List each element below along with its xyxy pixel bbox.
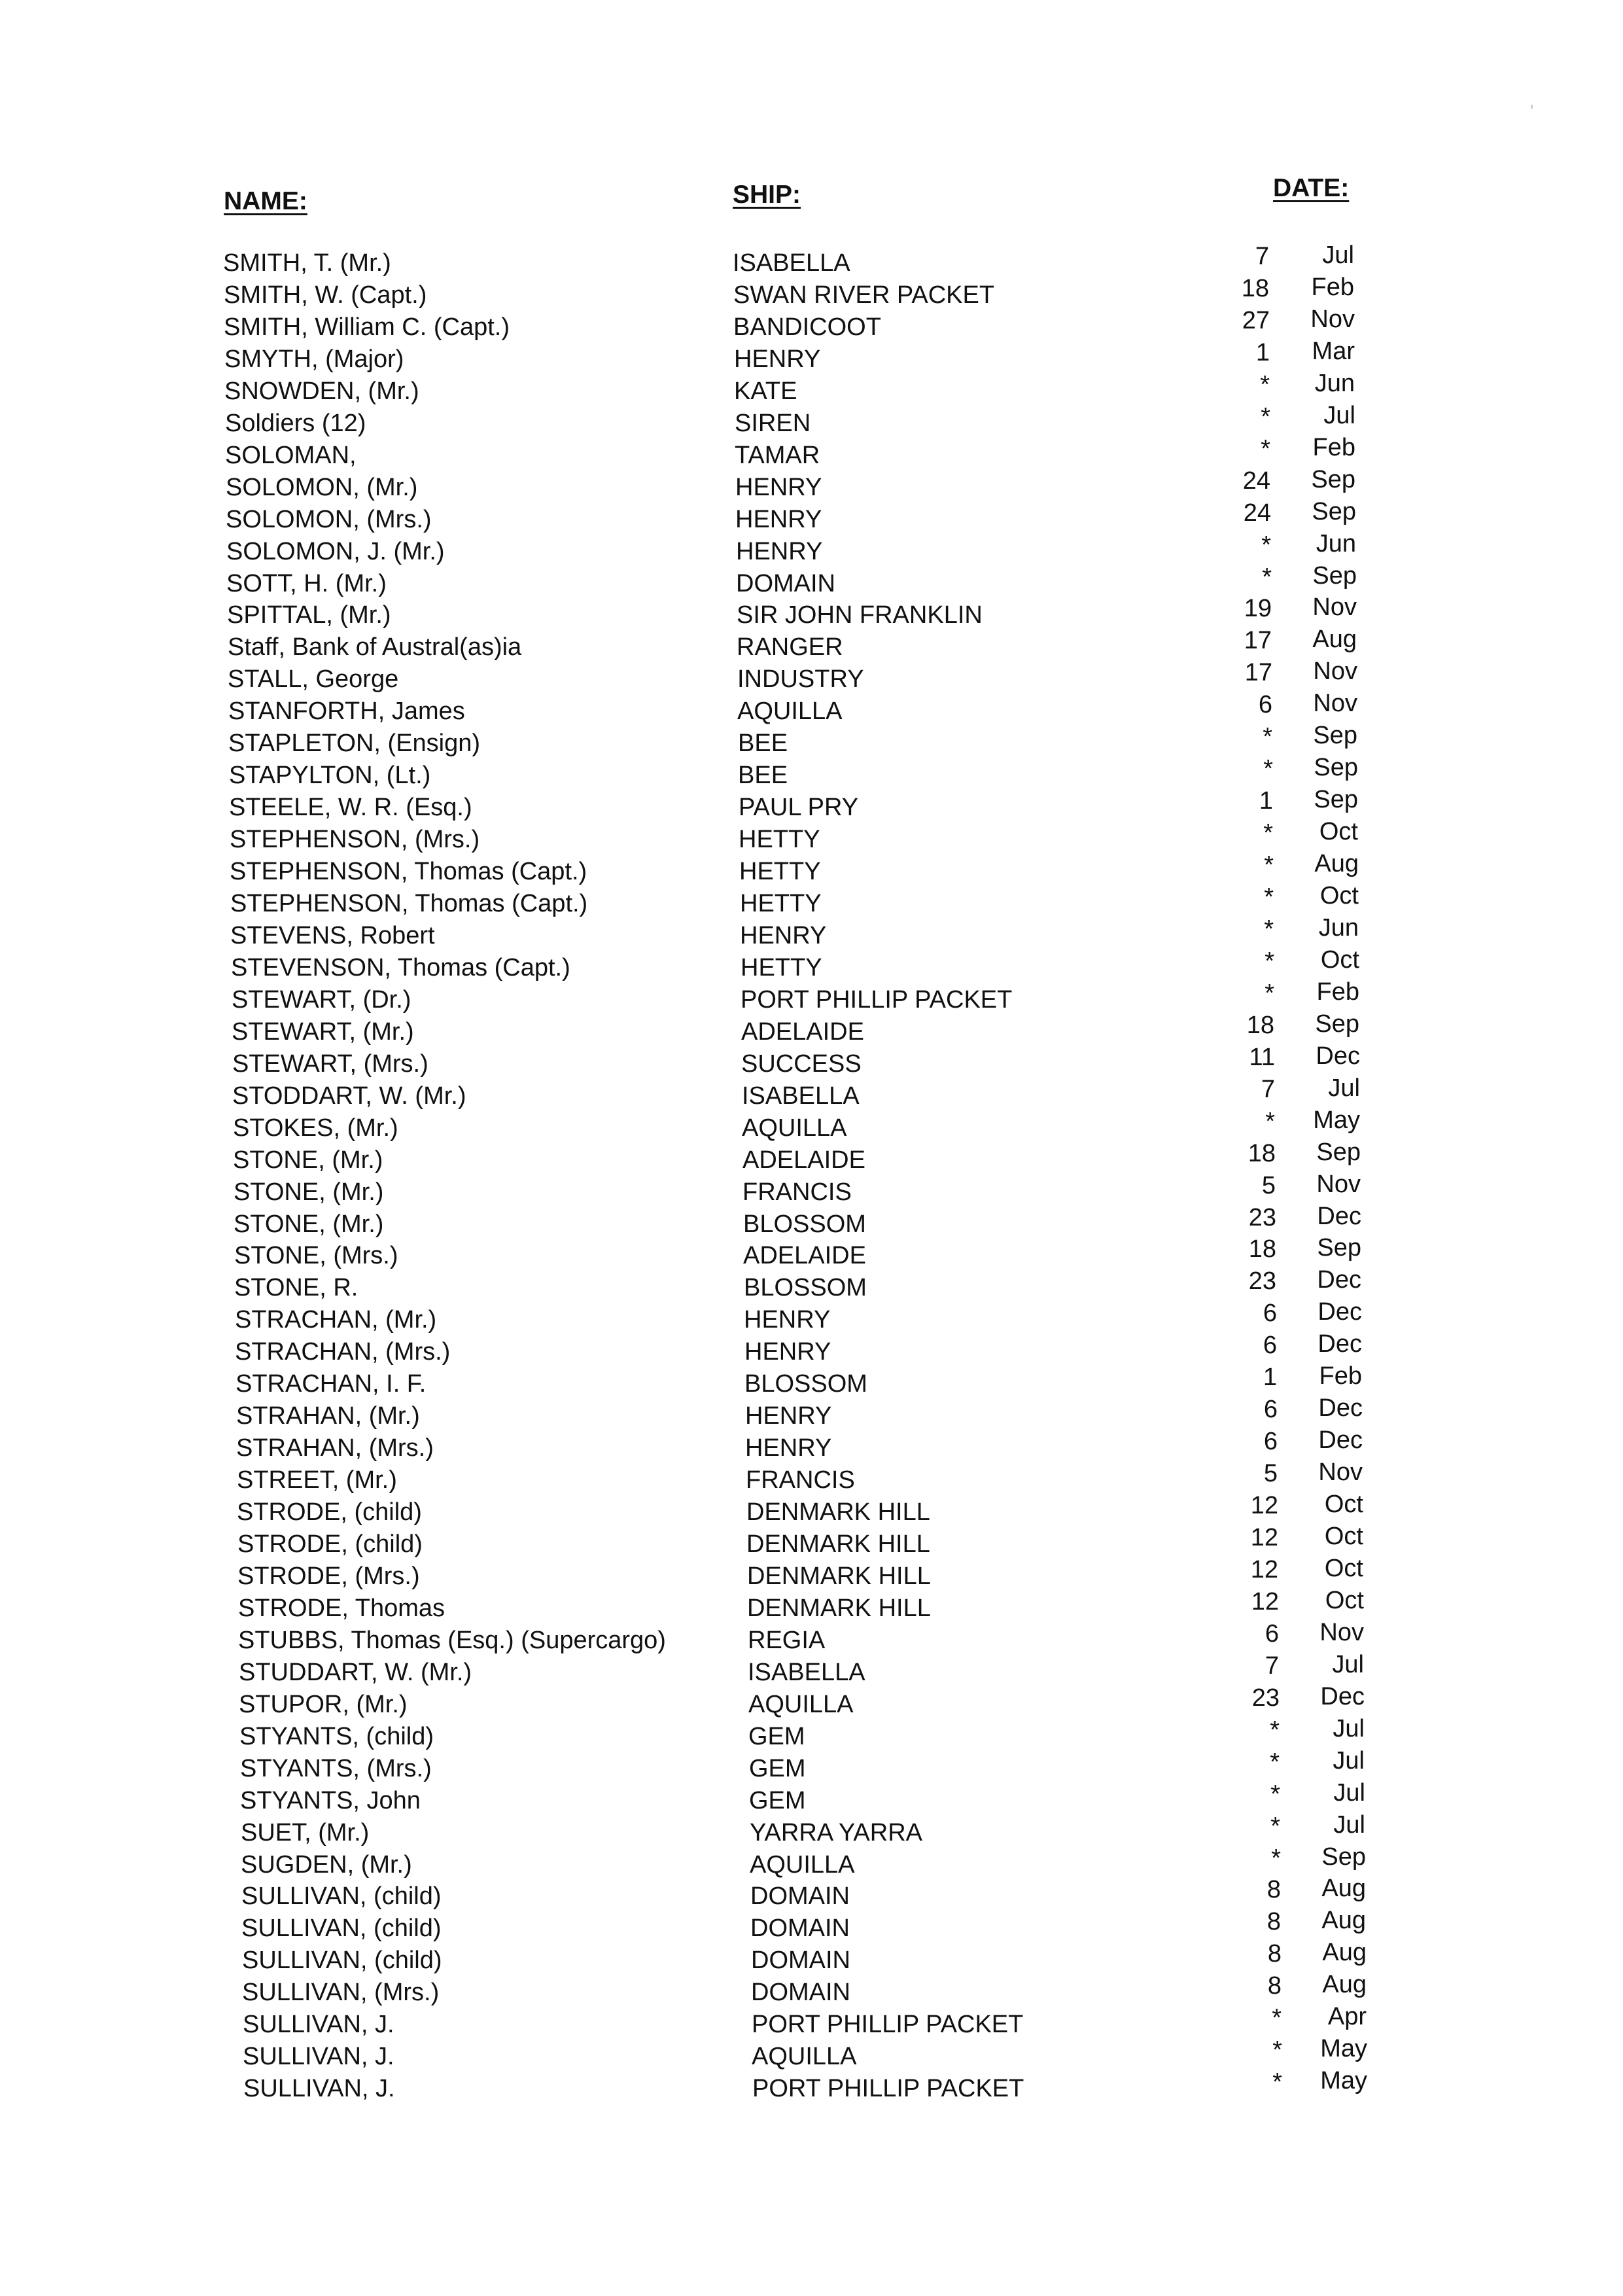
ship-name: GEM [748,1723,805,1750]
table-row [0,434,1623,472]
passenger-name: SOLOMAN, [225,442,357,469]
arrival-day: 17 [1244,659,1272,686]
passenger-name: STRACHAN, (Mrs.) [235,1338,451,1366]
passenger-name: SULLIVAN, (child) [242,1947,442,1974]
arrival-day: * [1270,1748,1280,1776]
ship-name: RANGER [737,633,843,661]
arrival-day: 7 [1255,243,1269,270]
passenger-name: SULLIVAN, (child) [241,1882,442,1910]
arrival-month: Oct [1324,1523,1363,1550]
table-row [0,1394,1623,1432]
arrival-month: Feb [1319,1362,1362,1390]
table-row [0,690,1623,728]
table-row [0,1266,1623,1304]
ship-name: BANDICOOT [733,313,881,341]
ship-name: AQUILLA [742,1114,847,1142]
table-row [0,1139,1623,1176]
table-row [0,241,1623,279]
table-row [0,2003,1623,2041]
scan-speck [1531,105,1533,109]
table-row [0,1779,1623,1817]
passenger-name: STREET, (Mr.) [237,1466,397,1494]
arrival-month: Jul [1333,1747,1365,1775]
passenger-name: STEPHENSON, (Mrs.) [230,826,480,853]
passenger-name: STUBBS, Thomas (Esq.) (Supercargo) [238,1627,666,1654]
arrival-month: May [1320,2067,1367,2094]
table-row [0,2067,1623,2105]
arrival-month: Jun [1314,370,1355,397]
passenger-name: STONE, (Mrs.) [234,1242,398,1269]
ship-name: ADELAIDE [742,1146,865,1174]
arrival-day: 1 [1263,1364,1277,1391]
date-column-header: DATE: [1273,174,1350,202]
arrival-day: 23 [1248,1267,1276,1295]
table-row [0,1362,1623,1400]
table-row [0,1523,1623,1561]
arrival-month: Sep [1321,1843,1366,1871]
table-row [0,1907,1623,1945]
ship-name: ADELAIDE [743,1242,866,1269]
ship-name: DOMAIN [751,1979,850,2006]
arrival-month: Jul [1333,1715,1365,1742]
arrival-month: Nov [1313,658,1357,685]
passenger-name: STRAHAN, (Mrs.) [236,1434,434,1462]
arrival-month: May [1313,1106,1360,1134]
passenger-name: STRODE, (child) [237,1498,422,1526]
table-row [0,914,1623,952]
ship-name: HETTY [739,858,821,885]
arrival-day: * [1262,563,1272,591]
ship-name: TAMAR [735,442,820,469]
arrival-month: Sep [1315,1010,1359,1038]
passenger-name: STRODE, (Mrs.) [237,1563,420,1590]
arrival-month: Jun [1318,914,1359,942]
arrival-month: Oct [1324,1555,1363,1582]
table-row [0,2035,1623,2073]
arrival-month: Oct [1319,882,1359,910]
arrival-month: Oct [1325,1587,1364,1614]
table-row [0,562,1623,600]
passenger-name: SMYTH, (Major) [224,345,404,373]
arrival-month: Oct [1319,818,1358,845]
arrival-month: Sep [1316,1139,1361,1166]
arrival-day: * [1261,403,1270,431]
arrival-month: Aug [1321,1875,1366,1902]
arrival-month: Feb [1316,978,1359,1006]
ship-name: HENRY [744,1338,831,1366]
table-row [0,850,1623,888]
arrival-day: * [1270,1780,1280,1808]
passenger-name: STRODE, Thomas [238,1595,445,1622]
table-row [0,1426,1623,1464]
ship-name: BEE [738,762,788,789]
arrival-day: 6 [1258,691,1272,718]
ship-name: PAUL PRY [739,794,859,821]
ship-name: DOMAIN [750,1915,850,1942]
arrival-month: Sep [1312,562,1357,590]
passenger-name: STOKES, (Mr.) [233,1114,398,1142]
table-row [0,530,1623,568]
table-row [0,498,1623,536]
table-row [0,946,1623,984]
arrival-month: Sep [1314,754,1358,781]
ship-column-header: SHIP: [733,181,801,209]
arrival-day: * [1263,819,1273,847]
passenger-name: STODDART, W. (Mr.) [232,1082,466,1110]
passenger-name: SULLIVAN, J. [243,2011,394,2038]
passenger-name: STEELE, W. R. (Esq.) [229,794,472,821]
passenger-name: SULLIVAN, J. [243,2075,395,2102]
arrival-day: 24 [1243,499,1271,527]
arrival-day: 7 [1261,1076,1275,1103]
arrival-month: Jun [1316,530,1356,557]
arrival-month: Sep [1311,466,1355,493]
arrival-month: Sep [1317,1234,1361,1262]
ship-name: HETTY [740,890,822,917]
ship-name: PORT PHILLIP PACKET [741,986,1013,1014]
ship-name: AQUILLA [737,698,843,725]
table-row [0,1106,1623,1144]
passenger-name: SULLIVAN, (child) [241,1915,442,1942]
table-row [0,466,1623,504]
arrival-month: Sep [1312,498,1356,525]
arrival-day: 5 [1263,1460,1278,1487]
ship-name: BLOSSOM [744,1274,867,1301]
table-row [0,1234,1623,1272]
arrival-day: 17 [1244,627,1272,654]
arrival-month: Apr [1327,2003,1367,2030]
arrival-month: Aug [1314,850,1359,877]
ship-name: DOMAIN [750,1882,850,1910]
arrival-month: Dec [1320,1683,1365,1710]
arrival-month: Feb [1312,434,1355,461]
table-row [0,1619,1623,1657]
passenger-name: SUGDEN, (Mr.) [241,1851,412,1879]
arrival-month: Dec [1316,1042,1360,1070]
ship-name: REGIA [748,1627,826,1654]
arrival-day: 11 [1249,1044,1275,1071]
ship-name: AQUILLA [748,1691,854,1718]
table-row [0,1971,1623,2009]
table-row [0,818,1623,856]
table-row [0,1330,1623,1368]
arrival-day: 6 [1263,1428,1278,1455]
ship-name: SUCCESS [741,1050,862,1078]
passenger-name: STYANTS, (child) [239,1723,434,1750]
passenger-name: SOLOMON, J. (Mr.) [226,538,445,565]
passenger-name: STEWART, (Mrs.) [232,1050,428,1078]
arrival-day: * [1265,1108,1275,1135]
ship-name: PORT PHILLIP PACKET [752,2011,1024,2038]
passenger-name: STALL, George [228,665,399,693]
ship-name: HENRY [745,1402,832,1430]
arrival-month: Jul [1333,1779,1365,1807]
passenger-name: STEWART, (Mr.) [232,1018,414,1046]
table-row [0,722,1623,760]
table-row [0,338,1623,376]
table-row [0,754,1623,792]
passenger-name: SMITH, William C. (Capt.) [224,313,510,341]
arrival-day: 18 [1248,1140,1276,1167]
table-row [0,1747,1623,1785]
table-row [0,1010,1623,1048]
arrival-day: 18 [1241,275,1269,302]
ship-name: ISABELLA [742,1082,860,1110]
table-row [0,626,1623,663]
arrival-day: 23 [1248,1204,1276,1231]
ship-name: ISABELLA [733,249,850,277]
ship-name: SIR JOHN FRANKLIN [737,601,983,629]
table-row [0,1715,1623,1753]
arrival-month: Jul [1332,1651,1364,1678]
arrival-month: Mar [1312,338,1355,365]
table-row [0,1875,1623,1913]
arrival-day: * [1264,883,1274,911]
table-row [0,306,1623,344]
arrival-day: 6 [1263,1332,1277,1359]
ship-name: HENRY [744,1306,831,1333]
table-row [0,1458,1623,1496]
arrival-month: Jul [1333,1811,1365,1839]
ship-name: HENRY [740,922,827,949]
arrival-day: * [1270,1812,1280,1840]
table-row [0,370,1623,408]
ship-name: ISABELLA [748,1659,865,1686]
arrival-day: 27 [1242,307,1270,334]
passenger-name: STEPHENSON, Thomas (Capt.) [230,858,587,885]
arrival-day: 12 [1251,1588,1279,1616]
passenger-name: SMITH, W. (Capt.) [224,281,427,309]
ship-name: YARRA YARRA [750,1819,922,1846]
arrival-day: 5 [1261,1172,1276,1199]
arrival-month: Feb [1311,274,1354,301]
passenger-name: SMITH, T. (Mr.) [223,249,391,277]
ship-name: BEE [738,730,788,757]
ship-name: INDUSTRY [737,665,864,693]
arrival-day: 8 [1266,1876,1281,1903]
arrival-month: Nov [1310,306,1355,333]
table-row [0,1298,1623,1336]
ship-name: BLOSSOM [744,1370,867,1398]
passenger-name: Soldiers (12) [225,410,366,437]
arrival-month: Nov [1312,593,1357,621]
arrival-month: Nov [1318,1458,1363,1486]
arrival-day: 1 [1255,339,1270,366]
ship-name: ADELAIDE [741,1018,864,1046]
arrival-day: 1 [1259,787,1273,815]
passenger-name: SULLIVAN, (Mrs.) [242,1979,440,2006]
arrival-day: * [1261,435,1270,463]
passenger-name: STONE, R. [234,1274,358,1301]
arrival-month: May [1320,2035,1367,2062]
table-row [0,1811,1623,1849]
arrival-month: Sep [1314,786,1358,813]
ship-name: HENRY [734,345,821,373]
passenger-name: STAPYLTON, (Lt.) [229,762,431,789]
arrival-month: Aug [1312,626,1357,653]
table-row [0,1491,1623,1528]
passenger-name: STANFORTH, James [228,698,465,725]
arrival-day: * [1263,723,1272,751]
ship-name: HENRY [745,1434,832,1462]
arrival-month: Dec [1318,1394,1363,1422]
table-row [0,1939,1623,1977]
table-row [0,1843,1623,1881]
passenger-name: STRAHAN, (Mr.) [236,1402,420,1430]
arrival-day: 7 [1265,1652,1279,1680]
ship-name: DOMAIN [736,570,835,597]
arrival-day: 8 [1267,1972,1282,2000]
arrival-month: Dec [1318,1298,1362,1326]
arrival-day: * [1272,2004,1282,2032]
ship-name: AQUILLA [750,1851,855,1879]
ship-name: SWAN RIVER PACKET [733,281,995,309]
arrival-month: Jul [1322,241,1354,269]
table-row [0,658,1623,696]
passenger-name: STUDDART, W. (Mr.) [239,1659,472,1686]
table-row [0,1555,1623,1593]
arrival-day: * [1264,915,1274,943]
arrival-day: * [1270,1716,1280,1744]
ship-name: DENMARK HILL [746,1498,930,1526]
arrival-month: Dec [1317,1266,1361,1294]
table-row [0,1171,1623,1209]
arrival-month: Nov [1313,690,1357,717]
arrival-day: * [1265,980,1274,1007]
arrival-day: * [1272,2036,1282,2064]
arrival-month: Dec [1318,1426,1363,1454]
passenger-name: SOLOMON, (Mr.) [226,474,418,501]
arrival-day: 24 [1242,467,1270,495]
passenger-name: STRACHAN, (Mr.) [235,1306,437,1333]
passenger-name: STRACHAN, I. F. [236,1370,427,1398]
arrival-month: Nov [1319,1619,1364,1646]
arrival-month: Jul [1323,402,1355,429]
passenger-name: STEVENS, Robert [230,922,435,949]
table-row [0,1042,1623,1080]
arrival-month: Sep [1313,722,1357,749]
passenger-name: STYANTS, (Mrs.) [240,1755,432,1782]
table-row [0,1203,1623,1241]
arrival-month: Oct [1320,946,1359,974]
table-row [0,786,1623,824]
passenger-name: STUPOR, (Mr.) [239,1691,408,1718]
passenger-name: SUET, (Mr.) [241,1819,370,1846]
passenger-name: SOLOMON, (Mrs.) [226,506,432,533]
arrival-day: 12 [1250,1524,1278,1551]
table-row [0,1587,1623,1625]
table-row [0,978,1623,1016]
passenger-name: SOTT, H. (Mr.) [226,570,387,597]
passenger-name: Staff, Bank of Austral(as)ia [228,633,522,661]
table-row [0,1074,1623,1112]
name-column-header: NAME: [224,187,307,215]
arrival-day: * [1271,1845,1281,1872]
arrival-month: Dec [1318,1330,1362,1358]
ship-name: FRANCIS [742,1178,852,1206]
arrival-day: * [1265,947,1274,975]
passenger-name: STONE, (Mr.) [234,1210,384,1238]
passenger-name: STEPHENSON, Thomas (Capt.) [230,890,588,917]
arrival-day: 18 [1248,1235,1276,1263]
arrival-day: 19 [1244,595,1272,622]
arrival-day: 18 [1246,1012,1274,1039]
arrival-day: 8 [1267,1940,1282,1968]
arrival-day: 8 [1266,1908,1281,1935]
arrival-month: Dec [1317,1203,1361,1230]
table-row [0,882,1623,920]
table-row [0,402,1623,440]
passenger-name: STEVENSON, Thomas (Capt.) [231,954,570,981]
arrival-month: Aug [1322,1971,1367,1998]
ship-name: DENMARK HILL [747,1595,931,1622]
ship-name: HETTY [739,826,820,853]
passenger-name: SULLIVAN, J. [243,2043,394,2070]
ship-name: KATE [734,378,797,405]
arrival-day: 12 [1250,1556,1278,1583]
ship-name: GEM [749,1755,806,1782]
ship-name: SIREN [735,410,811,437]
passenger-name: SNOWDEN, (Mr.) [224,378,419,405]
ship-name: HENRY [735,506,822,533]
arrival-day: 6 [1263,1396,1278,1423]
arrival-day: 23 [1251,1684,1280,1712]
passenger-name: STRODE, (child) [237,1530,423,1558]
arrival-day: * [1272,2068,1282,2096]
arrival-day: 12 [1250,1492,1278,1519]
passenger-name: STONE, (Mr.) [233,1146,383,1174]
arrival-day: 6 [1265,1620,1279,1648]
ship-name: HENRY [735,474,822,501]
ship-name: BLOSSOM [743,1210,866,1238]
arrival-month: Aug [1321,1907,1366,1934]
arrival-day: 6 [1263,1299,1277,1327]
passenger-name: STAPLETON, (Ensign) [228,730,481,757]
arrival-month: Jul [1328,1074,1360,1102]
table-row [0,593,1623,631]
ship-name: PORT PHILLIP PACKET [752,2075,1024,2102]
arrival-month: Nov [1316,1171,1361,1198]
passenger-name: STONE, (Mr.) [234,1178,384,1206]
ship-name: DOMAIN [751,1947,850,1974]
table-row [0,274,1623,311]
ship-name: DENMARK HILL [746,1530,930,1558]
arrival-month: Oct [1324,1491,1363,1518]
table-row [0,1683,1623,1721]
ship-name: FRANCIS [746,1466,855,1494]
ship-name: DENMARK HILL [747,1563,931,1590]
passenger-name: STEWART, (Dr.) [232,986,411,1014]
arrival-day: * [1263,755,1273,783]
arrival-day: * [1260,371,1270,398]
table-row [0,1651,1623,1689]
arrival-month: Aug [1322,1939,1367,1966]
arrival-day: * [1261,531,1271,559]
arrival-day: * [1264,851,1274,879]
ship-name: HETTY [741,954,822,981]
ship-name: GEM [749,1787,806,1814]
passenger-name: SPITTAL, (Mr.) [227,601,391,629]
passenger-name: STYANTS, John [240,1787,421,1814]
ship-name: AQUILLA [752,2043,857,2070]
ship-name: HENRY [736,538,823,565]
